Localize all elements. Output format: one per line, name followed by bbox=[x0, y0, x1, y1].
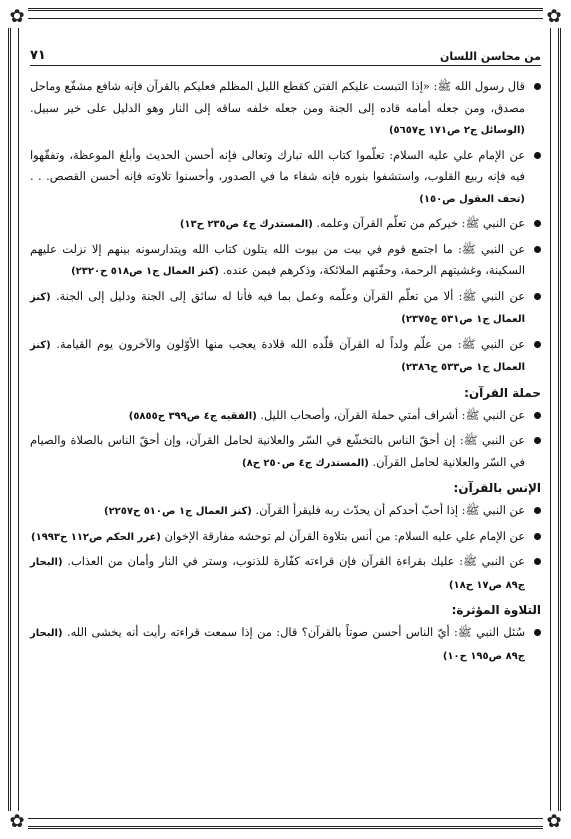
hadith-list-carriers bbox=[30, 405, 541, 475]
hadith-item bbox=[30, 405, 541, 428]
hadith-reference: (المستدرك ج٤ ص٢٥٠ ح٨) bbox=[242, 457, 369, 469]
hadith-item bbox=[30, 286, 541, 331]
hadith-reference: (كنز العمال ج١ ص٥٣١ ح٢٣٧٥) bbox=[30, 291, 525, 325]
running-title: من محاسن اللسان bbox=[439, 50, 541, 63]
bullet-icon bbox=[534, 152, 541, 159]
bullet-icon bbox=[534, 437, 541, 444]
hadith-text: عن النبي ﷺ: عليك بقراءة القرآن فإن قراءته كفّارة للذنوب، وستر في النار وأمان من العذاب. bbox=[67, 554, 525, 568]
hadith-reference: (المستدرك ج٤ ص٢٣٥ ح١٣) bbox=[179, 219, 313, 230]
hadith-text: عن النبي ﷺ: إذا أحبّ أحدكم أن يحدّث ربه فليقرأ القرآن. bbox=[255, 503, 525, 517]
hadith-text: عن الإمام علي عليه السلام: من أنس بتلاوة القرآن لم توحشه مفارقة الإخوان bbox=[164, 528, 525, 543]
hadith-text: سُئل النبي ﷺ: أيّ الناس أحسن صوتاً بالقرآن؟ قال: من إذا سمعت قراءته رأيت أنه يخشى الله. bbox=[66, 625, 525, 639]
bullet-icon bbox=[534, 533, 541, 540]
hadith-text: عن النبي ﷺ: أشراف أمتي حملة القرآن، وأصحاب الليل. bbox=[260, 407, 525, 422]
hadith-item bbox=[30, 526, 541, 549]
hadith-reference: (الفقيه ج٤ ص٣٩٩ ح٥٨٥٥) bbox=[128, 410, 257, 422]
hadith-reference: (كنز العمال ج١ ص٥٣٣ ح٢٣٨٦) bbox=[30, 339, 525, 373]
hadith-item bbox=[30, 76, 541, 142]
hadith-list-recitation bbox=[30, 622, 541, 667]
hadith-text: عن النبي ﷺ: خيركم من تعلّم القرآن وعلمه. bbox=[316, 216, 525, 230]
hadith-reference: (تحف العقول ص١٥٠) bbox=[419, 193, 525, 205]
corner-ornament-icon: ✿ bbox=[6, 6, 28, 28]
hadith-item bbox=[30, 430, 541, 474]
hadith-text: عن النبي ﷺ: من علّم ولداً له القرآن قلّده الله قلادة يعجب منها الأوّلون والآخرون يوم القيامة. bbox=[56, 336, 525, 351]
hadith-reference: (البحار ج٨٩ ص١٧ ح١٨) bbox=[30, 557, 525, 591]
page-number: ٧١ bbox=[30, 48, 46, 63]
hadith-item bbox=[30, 622, 541, 667]
bullet-icon bbox=[534, 246, 541, 253]
hadith-item bbox=[30, 551, 541, 596]
hadith-reference: (البحار ج٨٩ ص١٩٥ ح١٠) bbox=[30, 628, 525, 662]
hadith-item bbox=[30, 334, 541, 379]
hadith-list-intimacy bbox=[30, 500, 541, 596]
bullet-icon bbox=[534, 341, 541, 348]
bullet-icon bbox=[534, 220, 541, 227]
bullet-icon bbox=[534, 507, 541, 514]
hadith-reference: (الوسائل ج٢ ص١٧١ ح٥٦٥٧) bbox=[388, 125, 525, 136]
hadith-reference: (غرر الحكم ص١١٢ ح١٩٩٣) bbox=[31, 531, 161, 543]
hadith-text: عن النبي ﷺ: ما اجتمع قوم في بيت من بيوت الله يتلون كتاب الله ويتدارسونه بينهم إلا نزلت عليهم السكينة، وغشيتهم الرحمة، وحفّتهم الملائكة، وذكرهم فيمن عنده. bbox=[30, 241, 525, 277]
running-header bbox=[30, 48, 541, 66]
hadith-item bbox=[30, 239, 541, 283]
hadith-text: قال رسول الله ﷺ: «إذا التبست عليكم الفتن كقطع الليل المظلم فعليكم بالقرآن فإنه شافع مشفّع وماحل مصدق، ومن جعله أمامه قاده إلى الجنة ومن جعله خلفه ساقه إلى النار وهو الدليل على خير سبيل. bbox=[30, 79, 525, 115]
bullet-icon bbox=[534, 629, 541, 636]
hadith-item bbox=[30, 145, 541, 211]
corner-ornament-icon: ✿ bbox=[6, 811, 28, 833]
corner-ornament-icon: ✿ bbox=[543, 811, 565, 833]
hadith-reference: (كنز العمال ج١ ص٥١٨ ح٢٣٢٠) bbox=[71, 266, 219, 277]
hadith-text: عن النبي ﷺ: إن أحقّ الناس بالتخشّع في السّر والعلانية لحامل القرآن، وإن أحقّ الناس بالصلاة والصيام في السّر والعلانية لحامل القرآن. bbox=[30, 433, 525, 469]
hadith-reference: (كنز العمال ج١ ص٥١٠ ح٢٢٥٧) bbox=[103, 506, 252, 517]
hadith-text: عن النبي ﷺ: ألا من تعلّم القرآن وعلّمه وعمل بما فيه فأنا له سائق إلى الجنة ودليل إلى الجنة. bbox=[55, 288, 526, 303]
corner-ornament-icon: ✿ bbox=[543, 6, 565, 28]
hadith-list-intro bbox=[30, 76, 541, 379]
bullet-icon bbox=[534, 83, 541, 90]
section-heading: الإنس بالقرآن: bbox=[453, 481, 541, 495]
bullet-icon bbox=[534, 293, 541, 300]
section-heading: حملة القرآن: bbox=[464, 385, 541, 400]
hadith-item bbox=[30, 500, 541, 523]
page-content bbox=[30, 48, 541, 818]
section-heading: التلاوة المؤثرة: bbox=[451, 603, 541, 617]
hadith-item bbox=[30, 213, 541, 236]
bullet-icon bbox=[534, 412, 541, 419]
bullet-icon bbox=[534, 558, 541, 565]
hadith-text: عن الإمام علي عليه السلام: تعلّموا كتاب الله تبارك وتعالى فإنه أحسن الحديث وأبلغ الموعظة، وتفقّهوا فيه فإنه ربيع القلوب، واستشفوا بنوره فإنه شفاء ما في الصدور، وأحسنوا تلاوته فإنه أحسن القصص. . . bbox=[30, 147, 525, 183]
